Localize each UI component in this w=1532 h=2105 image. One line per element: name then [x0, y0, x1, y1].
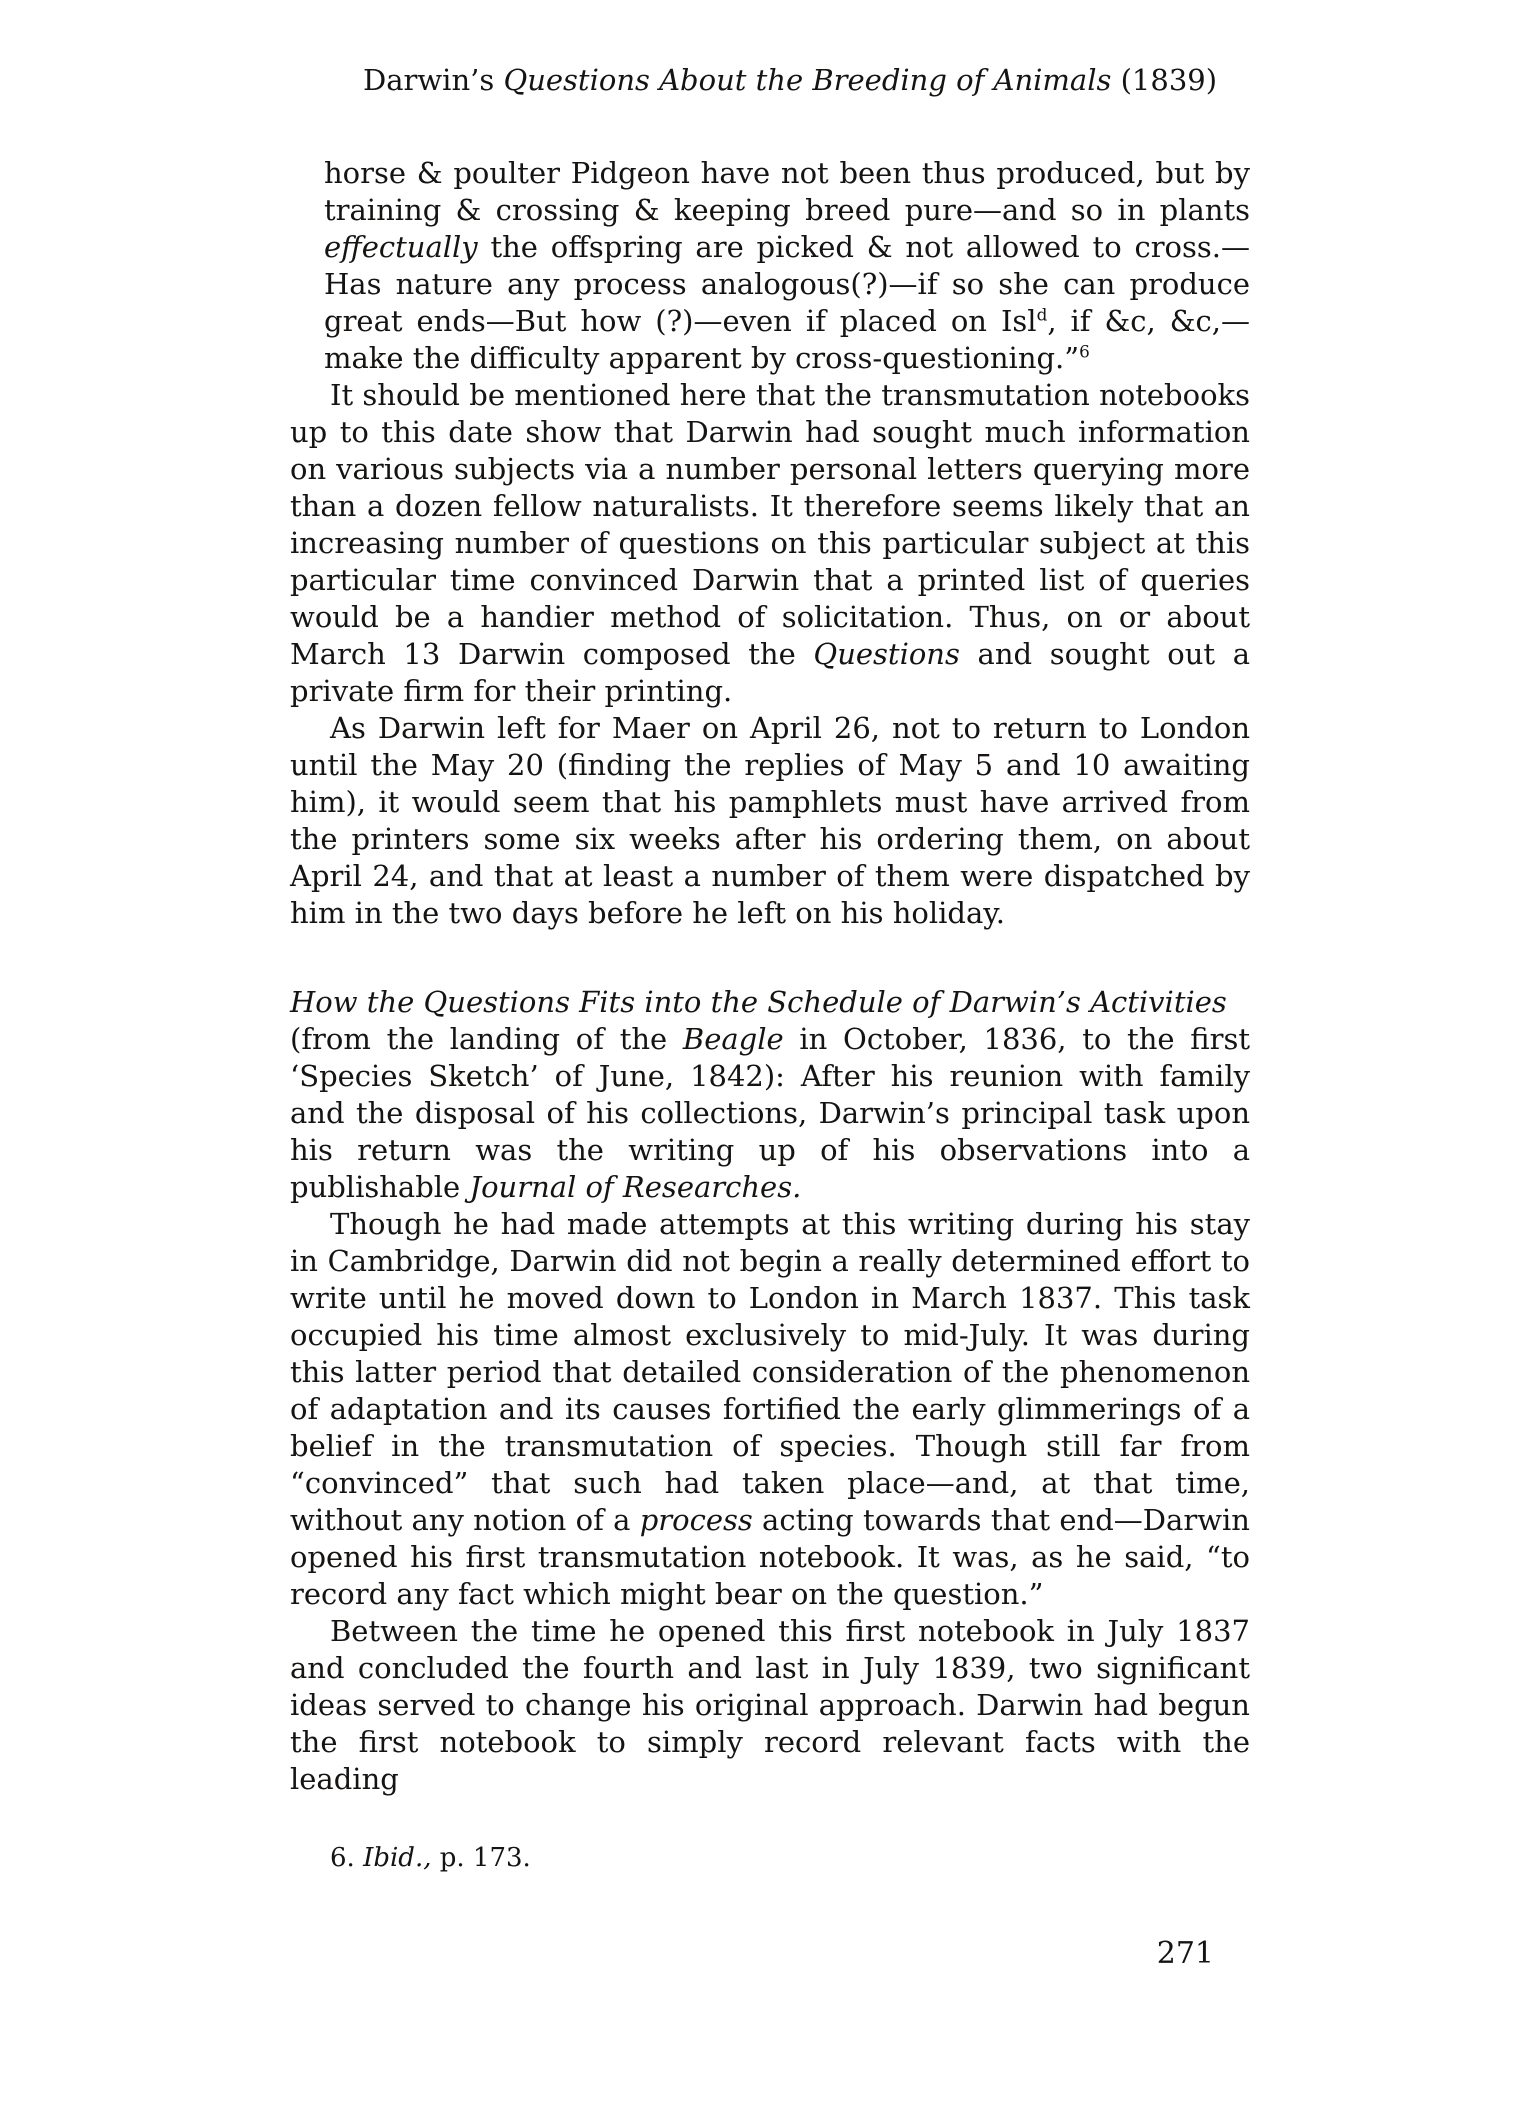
footnote	[330, 1842, 1250, 1874]
block-quote	[324, 155, 1250, 377]
paragraph-though	[290, 1206, 1250, 1613]
text-run: Between the time he opened this first notebook in July 1837 and concluded the fourth and last in July 1839, two significant ideas served to change his original approach. Darwin had begun the first notebook to simply record relevant facts with the leading	[290, 1614, 1250, 1796]
text-run: acting towards that end—Darwin opened his first transmutation notebook. It was, as he said, “to record any fact which might bear on the question.”	[290, 1503, 1250, 1611]
text-run: (from the landing of the	[290, 1022, 683, 1056]
paragraph-between	[290, 1613, 1250, 1798]
italic-run: Beagle	[682, 1022, 784, 1056]
italic-run: Ibid.,	[363, 1843, 432, 1873]
text-run: and sought out a private firm for their printing.	[290, 637, 1250, 708]
text-run: , if &c, &c,— make the difficulty apparent by cross-questioning.”	[324, 304, 1250, 375]
italic-run: How the Questions Fits into the Schedule of Darwin’s Activities	[290, 985, 1227, 1019]
italic-run: Questions About the Breeding of Animals	[503, 63, 1112, 97]
italic-run: effectually	[324, 230, 478, 264]
text-run: in October, 1836, to the first ‘Species Sketch’ of June, 1842): After his reunion with family and the disposal of his collections, Darwin’s principal task upon his return was the writing up of his observations into a publishable	[290, 1022, 1250, 1204]
text-run: the offspring are picked & not allowed to cross.— Has nature any process analogous(?)—if so she can produce great ends—But how (?)—even if placed on Isl	[324, 230, 1250, 338]
text-run: (1839)	[1111, 63, 1218, 97]
paragraph-maer	[290, 710, 1250, 932]
running-head	[330, 62, 1250, 99]
text-run: 6.	[330, 1843, 364, 1873]
italic-run: Questions	[813, 637, 960, 671]
superscript-run: 6	[1079, 341, 1090, 362]
italic-run: Journal of Researches.	[469, 1170, 802, 1204]
text-run: It should be mentioned here that the transmutation notebooks up to this date show that Darwin had sought much information on various subjects via a number personal letters querying more than a dozen fellow naturalists. It therefore seems likely that an increasing number of questions on this particular subject at this particular time convinced Darwin that a printed list of queries would be a handier method of solicitation. Thus, on or about March 13 Darwin composed the	[290, 378, 1250, 671]
italic-run: process	[639, 1503, 753, 1537]
text-run: Darwin’s	[362, 63, 504, 97]
paragraph-schedule	[290, 1021, 1250, 1206]
page-number: 271	[1156, 1936, 1214, 1971]
text-run: As Darwin left for Maer on April 26, not to return to London until the May 20 (finding the replies of May 5 and 10 awaiting him), it would seem that his pamphlets must have arrived from the printers some six weeks after his ordering them, on about April 24, and that at least a number of them were dispatched by him in the two days before he left on his holiday.	[290, 711, 1250, 930]
paragraph-mentioned	[290, 377, 1250, 710]
text-run: horse & poulter Pidgeon have not been thus produced, but by training & crossing & keeping breed pure—and so in plants	[324, 156, 1250, 227]
section-heading	[290, 984, 1250, 1021]
superscript-run: d	[1036, 304, 1048, 325]
text-run: Though he had made attempts at this writing during his stay in Cambridge, Darwin did not begin a really determined effort to write until he moved down to London in March 1837. This task occupied his time almost exclusively to mid-July. It was during this latter period that detailed consideration of the phenomenon of adaptation and its causes fortified the early glimmerings of a belief in the transmutation of species. Though still far from “convinced” that such had taken place—and, at that time, without any notion of a	[290, 1207, 1250, 1537]
text-run: p. 173.	[431, 1843, 531, 1873]
